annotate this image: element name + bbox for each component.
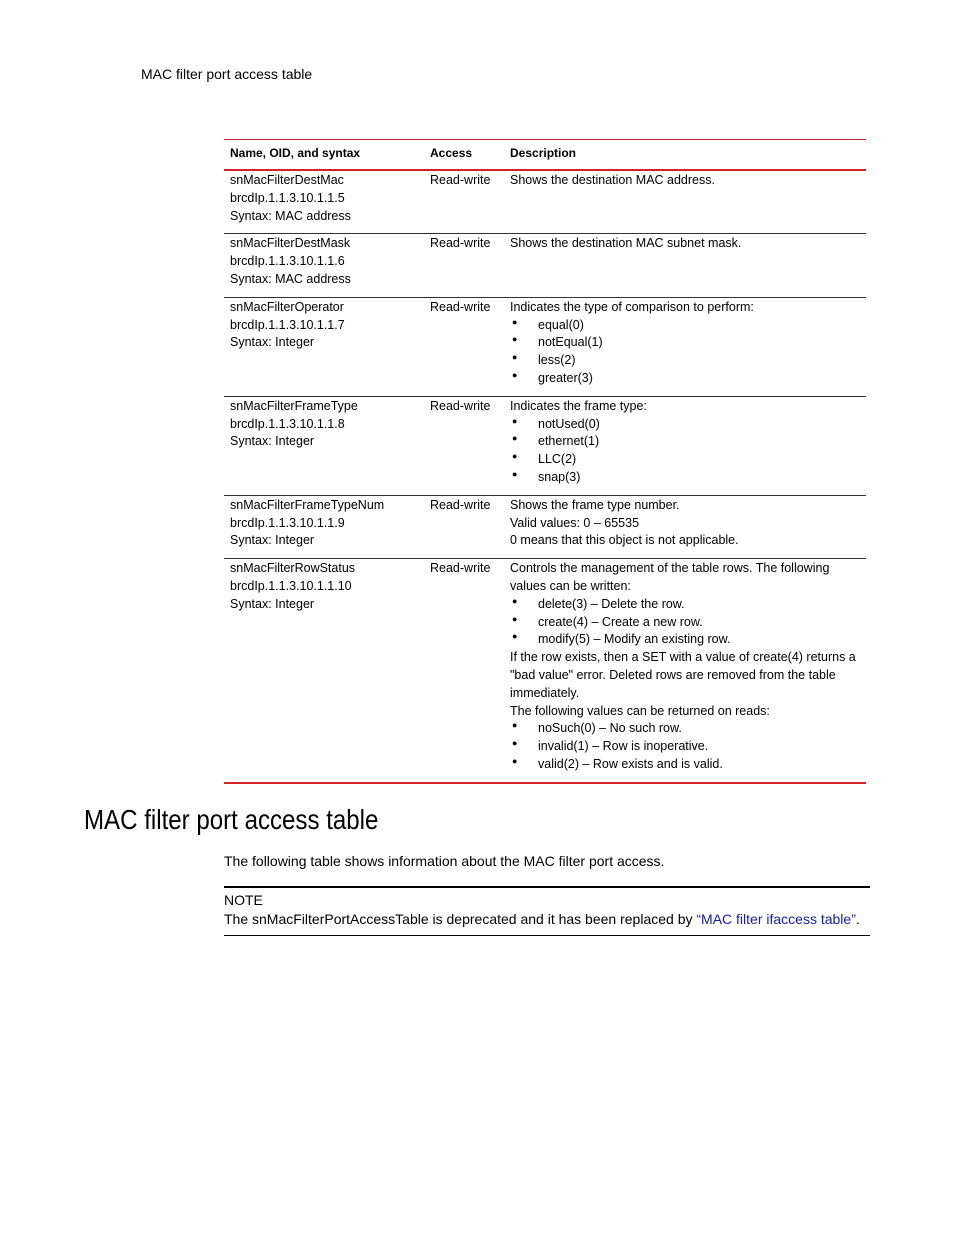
section-title: MAC filter port access table bbox=[84, 804, 379, 835]
object-syntax: Syntax: MAC address bbox=[230, 208, 351, 223]
table-row bbox=[224, 234, 866, 297]
object-oid: brcdIp.1.1.3.10.1.1.5 bbox=[230, 190, 345, 205]
description-cell bbox=[504, 396, 866, 495]
description-text: The following values can be returned on reads: bbox=[510, 703, 770, 718]
table-row bbox=[224, 396, 866, 495]
object-oid: brcdIp.1.1.3.10.1.1.8 bbox=[230, 416, 345, 431]
table-row bbox=[224, 559, 866, 783]
object-syntax: Syntax: Integer bbox=[230, 335, 315, 350]
access-cell: Read-write bbox=[424, 495, 504, 558]
object-name: snMacFilterFrameType bbox=[230, 398, 358, 413]
description-cell bbox=[504, 297, 866, 396]
list-item: ● valid(2) – Row exists and is valid. bbox=[510, 756, 860, 774]
name-cell bbox=[224, 297, 424, 396]
description-text: Shows the destination MAC address. bbox=[510, 173, 715, 187]
name-cell bbox=[224, 559, 424, 783]
note-suffix: . bbox=[855, 911, 860, 927]
object-name: snMacFilterOperator bbox=[230, 299, 344, 314]
object-oid: brcdIp.1.1.3.10.1.1.10 bbox=[230, 578, 352, 593]
description-text: Shows the destination MAC subnet mask. bbox=[510, 236, 742, 251]
table-row bbox=[224, 297, 866, 396]
object-syntax: Syntax: Integer bbox=[230, 533, 315, 548]
note-text: The snMacFilterPortAccessTable is deprecated and it has been replaced by bbox=[224, 911, 697, 927]
description-text: Shows the frame type number. bbox=[510, 497, 680, 512]
description-cell bbox=[504, 495, 866, 558]
object-oid: brcdIp.1.1.3.10.1.1.9 bbox=[230, 515, 345, 530]
list-item: ● less(2) bbox=[510, 352, 860, 370]
object-name: snMacFilterRowStatus bbox=[230, 561, 356, 576]
object-syntax: Syntax: MAC address bbox=[230, 271, 351, 286]
table-row bbox=[224, 170, 866, 234]
description-text: 0 means that this object is not applicable. bbox=[510, 533, 739, 548]
mib-object-table bbox=[224, 139, 866, 784]
object-syntax: Syntax: Integer bbox=[230, 434, 315, 449]
description-text: Indicates the type of comparison to perform: bbox=[510, 299, 754, 314]
column-header-access: Access bbox=[424, 140, 504, 171]
list-item: ● notUsed(0) bbox=[510, 416, 860, 434]
list-item: ● notEqual(1) bbox=[510, 334, 860, 352]
writable-value-list bbox=[510, 596, 860, 649]
object-oid: brcdIp.1.1.3.10.1.1.7 bbox=[230, 317, 345, 332]
intro-paragraph: The following table shows information about the MAC filter port access. bbox=[224, 853, 665, 869]
note-box bbox=[224, 886, 870, 936]
name-cell bbox=[224, 234, 424, 297]
access-cell: Read-write bbox=[424, 559, 504, 783]
object-name: snMacFilterFrameTypeNum bbox=[230, 497, 385, 512]
list-item: ● modify(5) – Modify an existing row. bbox=[510, 631, 860, 649]
access-cell: Read-write bbox=[424, 234, 504, 297]
description-cell bbox=[504, 170, 866, 234]
name-cell bbox=[224, 495, 424, 558]
list-item: ● ethernet(1) bbox=[510, 433, 860, 451]
list-item: ● delete(3) – Delete the row. bbox=[510, 596, 860, 614]
note-label: NOTE bbox=[224, 892, 263, 908]
access-cell: Read-write bbox=[424, 396, 504, 495]
access-cell: Read-write bbox=[424, 170, 504, 234]
value-list bbox=[510, 317, 860, 388]
name-cell bbox=[224, 396, 424, 495]
column-header-description: Description bbox=[504, 140, 866, 171]
description-text: If the row exists, then a SET with a value of create(4) returns a "bad value" error. Deleted rows are removed from the table immediately. bbox=[510, 650, 856, 700]
table-row bbox=[224, 495, 866, 558]
column-header-name: Name, OID, and syntax bbox=[224, 140, 424, 171]
cross-reference-link[interactable]: “MAC filter ifaccess table” bbox=[696, 911, 856, 927]
list-item: ● noSuch(0) – No such row. bbox=[510, 720, 860, 738]
table-header-row bbox=[224, 140, 866, 171]
list-item: ● invalid(1) – Row is inoperative. bbox=[510, 738, 860, 756]
list-item: ● create(4) – Create a new row. bbox=[510, 614, 860, 632]
description-text: Valid values: 0 – 65535 bbox=[510, 515, 640, 530]
readable-value-list bbox=[510, 720, 860, 773]
object-name: snMacFilterDestMac bbox=[230, 173, 344, 187]
description-text: Controls the management of the table rows. The following values can be written: bbox=[510, 561, 830, 593]
list-item: ● equal(0) bbox=[510, 317, 860, 335]
object-syntax: Syntax: Integer bbox=[230, 596, 315, 611]
list-item: ● snap(3) bbox=[510, 469, 860, 487]
object-oid: brcdIp.1.1.3.10.1.1.6 bbox=[230, 254, 345, 269]
description-text: Indicates the frame type: bbox=[510, 398, 647, 413]
name-cell bbox=[224, 170, 424, 234]
access-cell: Read-write bbox=[424, 297, 504, 396]
object-name: snMacFilterDestMask bbox=[230, 236, 351, 251]
running-header: MAC filter port access table bbox=[141, 66, 313, 82]
description-cell bbox=[504, 559, 866, 783]
list-item: ● greater(3) bbox=[510, 370, 860, 388]
description-cell bbox=[504, 234, 866, 297]
value-list bbox=[510, 416, 860, 487]
list-item: ● LLC(2) bbox=[510, 451, 860, 469]
